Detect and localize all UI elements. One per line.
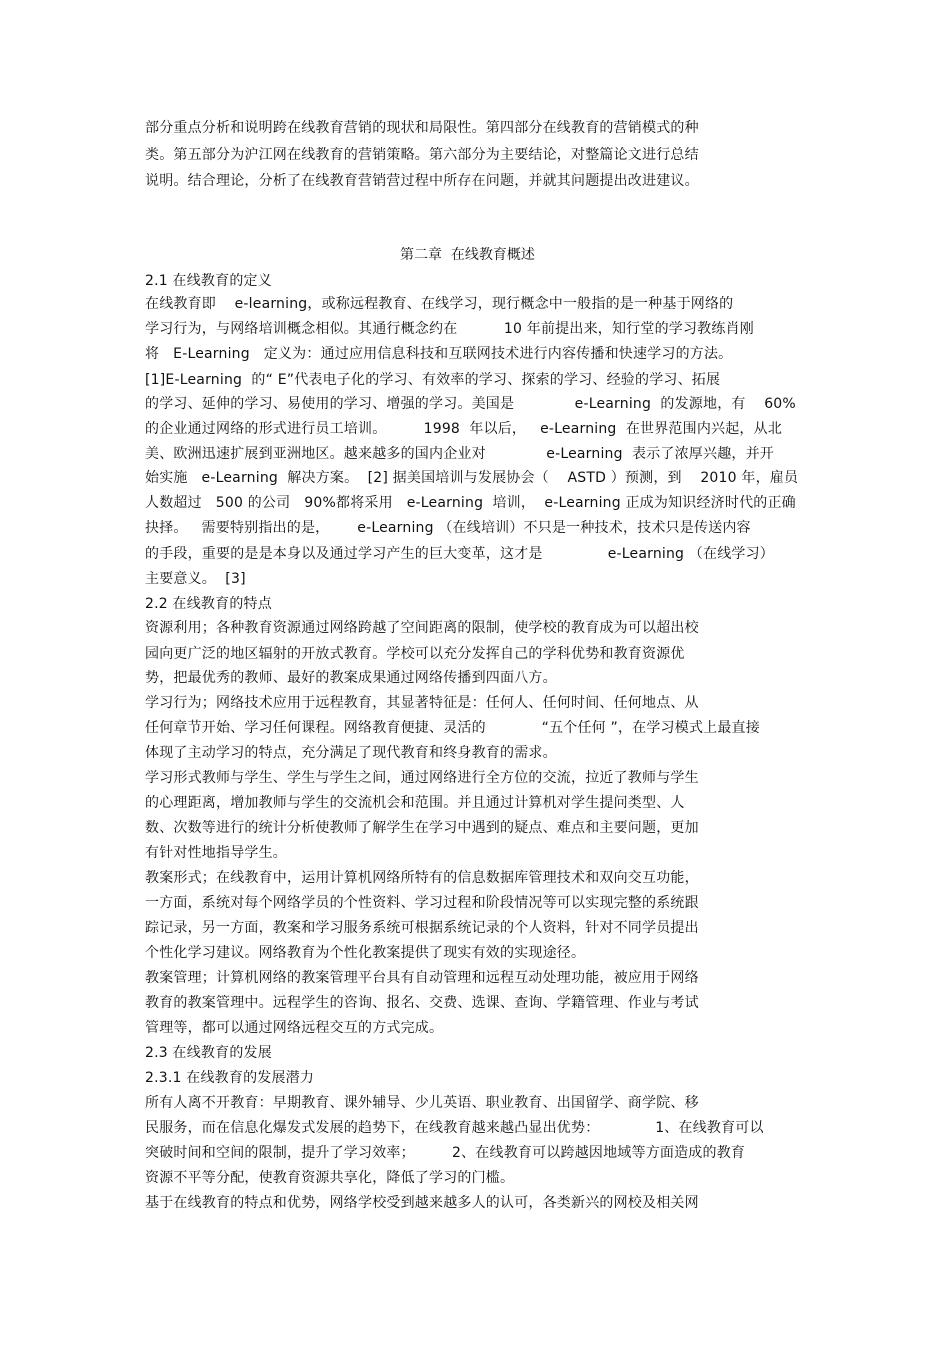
paragraph-line: 基于在线教育的特点和优势，网络学校受到越来越多人的认可，各类新兴的网校及相关网 — [145, 1195, 699, 1211]
paragraph-line: 的企业通过网络的形式进行员工培训。 1998 年以后， e-Learning 在世界范围内兴起，从北 — [145, 421, 783, 437]
section-heading: 2.1 在线教育的定义 — [145, 273, 272, 289]
paragraph-line: 的手段，重要的是是本身以及通过学习产生的巨大变革，这才是 e-Learning （在线学习） — [145, 546, 774, 562]
paragraph-line: 教案管理；计算机网络的教案管理平台具有自动管理和远程互动处理功能，被应用于网络 — [145, 970, 699, 986]
paragraph-line: 资源利用；各种教育资源通过网络跨越了空间距离的限制，使学校的教育成为可以超出校 — [145, 620, 699, 636]
paragraph-line: 的学习、延伸的学习、易使用的学习、增强的学习。美国是 e-Learning 的发源地，有 60% — [145, 396, 796, 412]
paragraph-line: 的心理距离，增加教师与学生的交流机会和范围。并且通过计算机对学生提问类型、人 — [145, 795, 685, 811]
intro-line: 部分重点分析和说明跨在线教育营销的现状和局限性。第四部分在线教育的营销模式的种 — [145, 120, 699, 136]
intro-line: 类。第五部分为沪江网在线教育的营销策略。第六部分为主要结论，对整篇论文进行总结 — [145, 147, 699, 163]
paragraph-line: 教案形式；在线教育中，运用计算机网络所特有的信息数据库管理技术和双向交互功能， — [145, 870, 699, 886]
paragraph-line: 一方面，系统对每个网络学员的个性资料、学习过程和阶段情况等可以实现完整的系统跟 — [145, 895, 699, 911]
paragraph-line: 主要意义。 [3] — [145, 571, 246, 587]
paragraph-line: 美、欧洲迅速扩展到亚洲地区。越来越多的国内企业对 e-Learning 表示了浓厚兴趣，并开 — [145, 446, 774, 462]
paragraph-line: 学习行为，与网络培训概念相似。其通行概念约在 10 年前提出来，知行堂的学习教练肖刚 — [145, 321, 754, 337]
paragraph-line: 势，把最优秀的教师、最好的教案成果通过网络传播到四面八方。 — [145, 670, 557, 686]
paragraph-line: 个性化学习建议。网络教育为个性化教案提供了现实有效的实现途径。 — [145, 945, 586, 961]
paragraph-line: 园向更广泛的地区辐射的开放式教育。学校可以充分发挥自己的学科优势和教育资源优 — [145, 646, 685, 662]
paragraph-line: 踪记录，另一方面，教案和学习服务系统可根据系统记录的个人资料，针对不同学员提出 — [145, 920, 699, 936]
paragraph-line: 体现了主动学习的特点，充分满足了现代教育和终身教育的需求。 — [145, 745, 557, 761]
paragraph-line: 资源不平等分配，使教育资源共享化，降低了学习的门槛。 — [145, 1170, 515, 1186]
paragraph-line: 学习行为；网络技术应用于远程教育，其显著特征是：任何人、任何时间、任何地点、从 — [145, 695, 699, 711]
intro-line: 说明。结合理论，分析了在线教育营销营过程中所存在问题，并就其问题提出改进建议。 — [145, 173, 699, 189]
section-heading: 2.2 在线教育的特点 — [145, 596, 272, 612]
chapter-title: 第二章 在线教育概述 — [400, 247, 535, 263]
paragraph-line: 突破时间和空间的限制，提升了学习效率； 2、在线教育可以跨越因地域等方面造成的教育 — [145, 1145, 746, 1161]
paragraph-line: 人数超过 500 的公司 90%都将采用 e-Learning 培训， e-Learning 正成为知识经济时代的正确 — [145, 495, 796, 511]
paragraph-line: 有针对性地指导学生。 — [145, 845, 287, 861]
paragraph-line: 数、次数等进行的统计分析使教师了解学生在学习中遇到的疑点、难点和主要问题，更加 — [145, 820, 699, 836]
paragraph-line: 抉择。 需要特别指出的是， e-Learning （在线培训）不只是一种技术，技术只是传送内容 — [145, 520, 751, 536]
paragraph-line: 管理等，都可以通过网络远程交互的方式完成。 — [145, 1020, 444, 1036]
paragraph-line: 学习形式教师与学生、学生与学生之间，通过网络进行全方位的交流，拉近了教师与学生 — [145, 770, 699, 786]
subsection-heading: 2.3.1 在线教育的发展潜力 — [145, 1070, 315, 1086]
paragraph-line: 始实施 e-Learning 解决方案。 [2] 据美国培训与发展协会（ ASTD ）预测，到 2010 年，雇员 — [145, 470, 799, 486]
paragraph-line: 任何章节开始、学习任何课程。网络教育便捷、灵活的 “五个任何 ”，在学习模式上最直接 — [145, 720, 760, 736]
paragraph-line: 将 E-Learning 定义为：通过应用信息科技和互联网技术进行内容传播和快速学习的方法。 — [145, 346, 733, 362]
paragraph-line: 所有人离不开教育：早期教育、课外辅导、少儿英语、职业教育、出国留学、商学院、移 — [145, 1095, 699, 1111]
paragraph-line: [1]E-Learning 的“ E”代表电子化的学习、有效率的学习、探索的学习、经验的学习、拓展 — [145, 372, 721, 388]
paragraph-line: 教育的教案管理中。远程学生的咨询、报名、交费、选课、查询、学籍管理、作业与考试 — [145, 995, 699, 1011]
section-heading: 2.3 在线教育的发展 — [145, 1045, 272, 1061]
paragraph-line: 民服务，而在信息化爆发式发展的趋势下，在线教育越来越凸显出优势： 1、在线教育可以 — [145, 1120, 764, 1136]
paragraph-line: 在线教育即 e-learning，或称远程教育、在线学习，现行概念中一般指的是一种基于网络的 — [145, 296, 734, 312]
